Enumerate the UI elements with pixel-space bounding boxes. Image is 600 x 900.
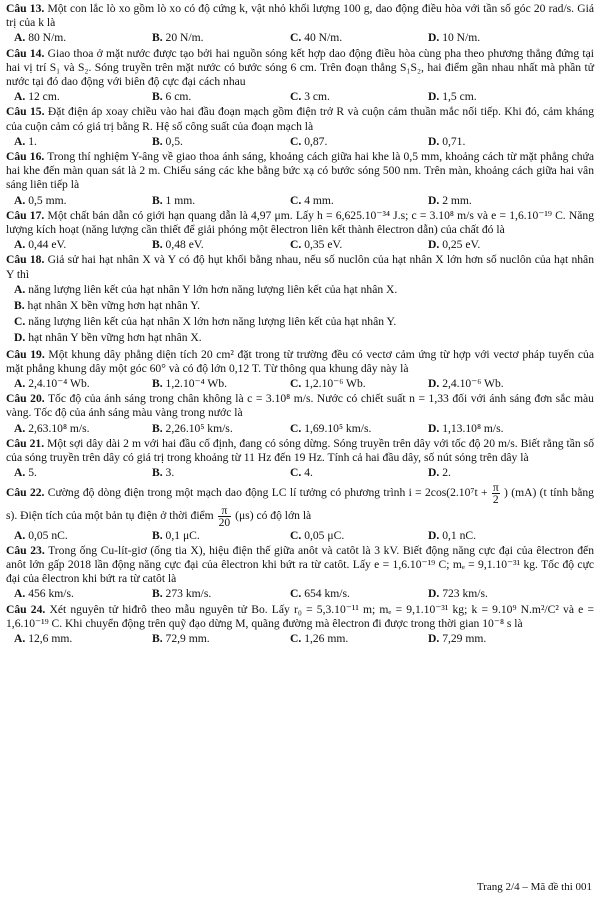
option-label: D. [428, 528, 440, 542]
question-stem [6, 47, 594, 90]
option-text: 4 mm. [304, 193, 334, 207]
answer-options [6, 238, 594, 252]
question-number: Câu 18. [6, 253, 45, 267]
question-15 [6, 105, 594, 149]
question-number: Câu 20. [6, 392, 45, 406]
question-text: Đặt điện áp xoay chiều vào hai đầu đoạn mạch gồm điện trở R và cuộn cảm thuần mắc nối tiếp. Khi đó, cảm kháng của cuộn cảm có giá trị bằng R. Hệ số công suất của đoạn mạch là [6, 105, 594, 133]
option-text: 1,69.10⁵ km/s. [304, 421, 372, 435]
option-b [152, 587, 290, 601]
question-stem [6, 437, 594, 465]
option-text: 5. [28, 466, 37, 480]
fraction-pi-over-2 [492, 482, 500, 505]
option-c [290, 31, 428, 45]
option-text: 1,2.10⁻⁴ Wb. [165, 377, 228, 391]
option-c [290, 238, 428, 252]
answer-options [6, 135, 594, 149]
option-label: B. [152, 466, 163, 480]
question-number: Câu 15. [6, 105, 45, 119]
option-label: B. [152, 238, 163, 252]
option-label: B. [152, 421, 163, 435]
question-number: Câu 22. [6, 485, 45, 499]
option-text: 0,1 nC. [442, 528, 477, 542]
option-label: A. [14, 90, 26, 104]
option-text: 1. [28, 134, 37, 148]
option-label: D. [14, 331, 26, 345]
option-label: B. [152, 587, 163, 601]
option-b [152, 194, 290, 208]
option-text: năng lượng liên kết của hạt nhân Y lớn hơn năng lượng liên kết của hạt nhân X. [28, 282, 398, 296]
answer-options [6, 377, 594, 391]
question-20 [6, 392, 594, 436]
option-label: A. [14, 238, 26, 252]
option-d [428, 194, 566, 208]
option-label: C. [290, 631, 302, 645]
option-d [428, 377, 566, 391]
option-text: 0,71. [442, 134, 466, 148]
question-text: ) (mA) (t tính bằng s). Điện tích của một bản tụ điện ở thời điểm [6, 485, 594, 522]
option-d [428, 422, 566, 436]
fraction-numerator: π [492, 480, 499, 494]
option-text: 6 cm. [165, 90, 192, 104]
option-label: D. [428, 466, 440, 480]
answer-options [6, 632, 594, 646]
option-label: D. [428, 421, 440, 435]
option-text: 0,05 nC. [28, 528, 68, 542]
answer-options [6, 587, 594, 601]
option-label: A. [14, 377, 26, 391]
answer-options [6, 90, 594, 104]
question-22 [6, 482, 594, 543]
option-label: C. [290, 31, 302, 45]
option-a [14, 31, 152, 45]
option-label: B. [152, 528, 163, 542]
question-number: Câu 17. [6, 208, 45, 222]
option-b [152, 238, 290, 252]
question-text: Tốc độ của ánh sáng trong chân không là c = 3.10⁸ m/s. Nước có chiết suất n = 1,33 đối với ánh sáng đơn sắc màu vàng. Tốc độ của ánh sáng màu vàng trong nước là [6, 392, 594, 420]
option-b [152, 90, 290, 104]
option-d [14, 331, 594, 345]
option-text: 456 km/s. [28, 587, 74, 601]
option-text: 2,4.10⁻⁶ Wb. [442, 377, 504, 391]
option-c [290, 422, 428, 436]
option-text: hạt nhân Y bền vững hơn hạt nhân X. [28, 331, 202, 345]
option-label: A. [14, 631, 26, 645]
option-text: 1,2.10⁻⁶ Wb. [304, 377, 366, 391]
question-19 [6, 348, 594, 392]
exam-page [6, 2, 594, 647]
question-number: Câu 19. [6, 347, 45, 361]
fraction-denominator: 20 [218, 515, 231, 529]
option-text: 0,1 μC. [165, 528, 200, 542]
option-label: D. [428, 587, 440, 601]
option-d [428, 31, 566, 45]
option-d [428, 466, 566, 480]
option-c [14, 315, 594, 329]
option-text: 273 km/s. [165, 587, 212, 601]
option-text: 1,26 mm. [304, 631, 349, 645]
option-a [14, 422, 152, 436]
option-text: 1,5 cm. [442, 90, 477, 104]
option-label: B. [152, 31, 163, 45]
option-label: C. [290, 90, 302, 104]
question-text: Một khung dây phẳng diện tích 20 cm² đặt trong từ trường đều có vectơ cảm ứng từ hợp với vectơ pháp tuyến của mặt phẳng khung dây một góc 60° và có độ lớn 0,12 T. Từ thông qua khung dây này là [6, 347, 594, 375]
option-text: 12 cm. [28, 90, 60, 104]
question-stem [6, 544, 594, 587]
option-b [152, 466, 290, 480]
option-b [152, 529, 290, 543]
option-text: 3. [165, 466, 175, 480]
option-text: 2,63.10⁸ m/s. [28, 421, 90, 435]
option-label: C. [290, 466, 302, 480]
option-a [14, 632, 152, 646]
option-text: 12,6 mm. [28, 631, 73, 645]
option-c [290, 90, 428, 104]
option-text: 0,25 eV. [442, 238, 481, 252]
option-c [290, 587, 428, 601]
question-stem [6, 209, 594, 237]
option-a [14, 587, 152, 601]
question-24 [6, 603, 594, 647]
option-a [14, 194, 152, 208]
option-label: D. [428, 238, 440, 252]
option-b [152, 377, 290, 391]
option-b [152, 632, 290, 646]
answer-options [6, 422, 594, 436]
option-text: 72,9 mm. [165, 631, 210, 645]
option-label: D. [428, 90, 440, 104]
option-label: A. [14, 31, 26, 45]
question-stem [6, 253, 594, 281]
option-a [14, 238, 152, 252]
question-number: Câu 24. [6, 602, 46, 616]
option-text: 2. [442, 466, 451, 480]
question-13 [6, 2, 594, 46]
option-text: 20 N/m. [165, 31, 204, 45]
question-number: Câu 13. [6, 2, 45, 15]
option-label: A. [14, 193, 26, 207]
question-17 [6, 209, 594, 253]
question-stem [6, 392, 594, 420]
option-text: 2 mm. [442, 193, 472, 207]
option-text: 723 km/s. [442, 587, 488, 601]
option-a [14, 283, 594, 297]
option-label: C. [290, 193, 302, 207]
option-label: D. [428, 134, 440, 148]
answer-options [6, 283, 594, 346]
option-text: 0,5. [165, 134, 183, 148]
option-label: A. [14, 466, 26, 480]
question-text: Một chất bán dẫn có giới hạn quang dẫn là 4,97 μm. Lấy h = 6,625.10⁻³⁴ J.s; c = 3.10⁸ m/s và e = 1,6.10⁻¹⁹ C. Năng lượng kích hoạt (năng lượng cần thiết để giải phóng một êlectron liên kết thành êlectron dẫn) của chất đó là [6, 208, 594, 237]
option-d [428, 632, 566, 646]
option-c [290, 466, 428, 480]
question-stem [6, 105, 594, 133]
option-text: 0,5 mm. [28, 193, 67, 207]
question-text: Trong ống Cu-lít-giơ (ống tia X), hiệu điện thế giữa anôt và catôt là 3 kV. Biết động năng cực đại của êlectron đến anôt lớn gấp 2018 lần động năng cực đại của êlectron khi bứt ra từ catôt. Lấy e = 1,6.10⁻¹⁹ C; mₑ = 9,1.10⁻³¹ kg. Tốc độ cực đại của êlectron khi bứt ra từ catôt là [6, 543, 594, 586]
option-c [290, 632, 428, 646]
option-d [428, 529, 566, 543]
option-label: B. [152, 90, 163, 104]
option-label: C. [290, 587, 302, 601]
question-14 [6, 47, 594, 105]
fraction-pi-over-20 [218, 505, 232, 528]
question-23 [6, 544, 594, 602]
option-text: 3 cm. [304, 90, 330, 104]
option-a [14, 466, 152, 480]
option-d [428, 135, 566, 149]
question-stem [6, 2, 594, 30]
option-label: B. [152, 193, 163, 207]
question-number: Câu 21. [6, 436, 45, 450]
option-text: 1,13.10⁸ m/s. [442, 421, 504, 435]
option-text: 7,29 mm. [442, 631, 487, 645]
option-c [290, 529, 428, 543]
option-a [14, 377, 152, 391]
fraction-denominator: 2 [492, 492, 499, 506]
question-number: Câu 14. [6, 46, 45, 60]
option-d [428, 238, 566, 252]
option-text: 0,05 μC. [304, 528, 345, 542]
answer-options [6, 529, 594, 543]
option-label: B. [152, 631, 163, 645]
option-text: 10 N/m. [442, 31, 481, 45]
option-c [290, 135, 428, 149]
option-b [152, 135, 290, 149]
question-number: Câu 16. [6, 150, 45, 164]
option-text: hạt nhân X bền vững hơn hạt nhân Y. [27, 299, 200, 313]
option-label: B. [14, 299, 25, 313]
page-footer: Trang 2/4 – Mã đề thi 001 [476, 880, 592, 893]
question-stem [6, 348, 594, 376]
question-text: Trong thí nghiệm Y-âng về giao thoa ánh sáng, khoảng cách giữa hai khe là 0,5 mm, khoảng cách từ mặt phẳng chứa hai khe đến màn quan sát là 2 m. Chiếu sáng các khe bằng bức xạ có bước sóng 500 nm. Trên màn, khoảng cách giữa hai vân sáng liên tiếp là [6, 150, 594, 192]
question-stem [6, 603, 594, 631]
option-d [428, 587, 566, 601]
option-text: 1 mm. [165, 193, 196, 207]
option-label: A. [14, 282, 26, 296]
option-label: A. [14, 587, 26, 601]
question-text: Một con lắc lò xo gồm lò xo có độ cứng k, vật nhỏ khối lượng 100 g, dao động điều hòa với tần số góc 20 rad/s. Giá trị của k là [6, 2, 594, 30]
question-text: Giao thoa ở mặt nước được tạo bởi hai nguồn sóng kết hợp dao động điều hòa cùng pha theo phương thẳng đứng tại hai vị trí S₁ và S₂. Sóng truyền trên mặt nước có bước sóng 6 cm. Trên đoạn thẳng S₁S₂, hai điểm gần nhau nhất mà phần tử nước tại đó dao động với biên độ cực đại cách nhau [6, 46, 594, 89]
question-number: Câu 23. [6, 543, 45, 557]
option-c [290, 194, 428, 208]
option-d [428, 90, 566, 104]
option-label: C. [290, 377, 302, 391]
option-label: C. [290, 421, 302, 435]
question-stem [6, 150, 594, 193]
option-label: A. [14, 528, 26, 542]
option-label: B. [152, 134, 163, 148]
question-16 [6, 150, 594, 208]
answer-options [6, 466, 594, 480]
answer-options [6, 31, 594, 45]
option-text: 654 km/s. [304, 587, 350, 601]
option-label: C. [290, 528, 302, 542]
question-text: Giả sử hai hạt nhân X và Y có độ hụt khối bằng nhau, nếu số nuclôn của hạt nhân X lớn hơn số nuclôn của hạt nhân Y thì [6, 253, 594, 281]
option-label: C. [290, 238, 302, 252]
question-text: Cường độ dòng điện trong một mạch dao động LC lí tưởng có phương trình i = 2cos(2.10⁷t + [47, 485, 488, 499]
question-text: Xét nguyên tử hiđrô theo mẫu nguyên tử Bo. Lấy r₀ = 5,3.10⁻¹¹ m; mₑ = 9,1.10⁻³¹ kg; k = 9.10⁹ N.m²/C² và e = 1,6.10⁻¹⁹ C. Khi chuyển động trên quỹ đạo dừng M, quãng đường mà êlectron đi được trong thời gian 10⁻⁸ s là [6, 602, 594, 630]
option-text: 2,4.10⁻⁴ Wb. [28, 377, 90, 391]
option-a [14, 90, 152, 104]
answer-options [6, 194, 594, 208]
option-label: D. [428, 193, 440, 207]
option-b [152, 422, 290, 436]
option-b [152, 31, 290, 45]
fraction-numerator: π [218, 505, 232, 517]
option-a [14, 529, 152, 543]
question-stem [6, 482, 594, 528]
option-label: C. [14, 315, 26, 329]
option-label: A. [14, 421, 26, 435]
option-label: A. [14, 134, 26, 148]
option-label: D. [428, 31, 440, 45]
option-text: 40 N/m. [304, 31, 343, 45]
option-label: D. [428, 631, 440, 645]
option-text: 0,44 eV. [28, 238, 67, 252]
option-text: 0,87. [304, 134, 328, 148]
option-label: B. [152, 377, 163, 391]
option-c [290, 377, 428, 391]
option-text: 0,35 eV. [304, 238, 343, 252]
option-text: 2,26.10⁵ km/s. [165, 421, 233, 435]
option-text: 80 N/m. [28, 31, 67, 45]
option-b [14, 299, 594, 313]
option-label: D. [428, 377, 440, 391]
question-text: Một sợi dây dài 2 m với hai đầu cố định, đang có sóng dừng. Sóng truyền trên dây với tốc độ 20 m/s. Biết rằng tần số của sóng truyền trên dây có giá trị trong khoảng từ 11 Hz đến 19 Hz. Tính cả hai đầu dây, số nút sóng trên dây là [6, 436, 594, 465]
option-text: năng lượng liên kết của hạt nhân X lớn hơn năng lượng liên kết của hạt nhân Y. [28, 315, 397, 329]
question-text: (μs) có độ lớn là [235, 508, 312, 522]
question-21 [6, 437, 594, 481]
option-text: 4. [304, 466, 313, 480]
question-18 [6, 253, 594, 345]
option-a [14, 135, 152, 149]
option-label: C. [290, 134, 302, 148]
option-text: 0,48 eV. [165, 238, 204, 252]
